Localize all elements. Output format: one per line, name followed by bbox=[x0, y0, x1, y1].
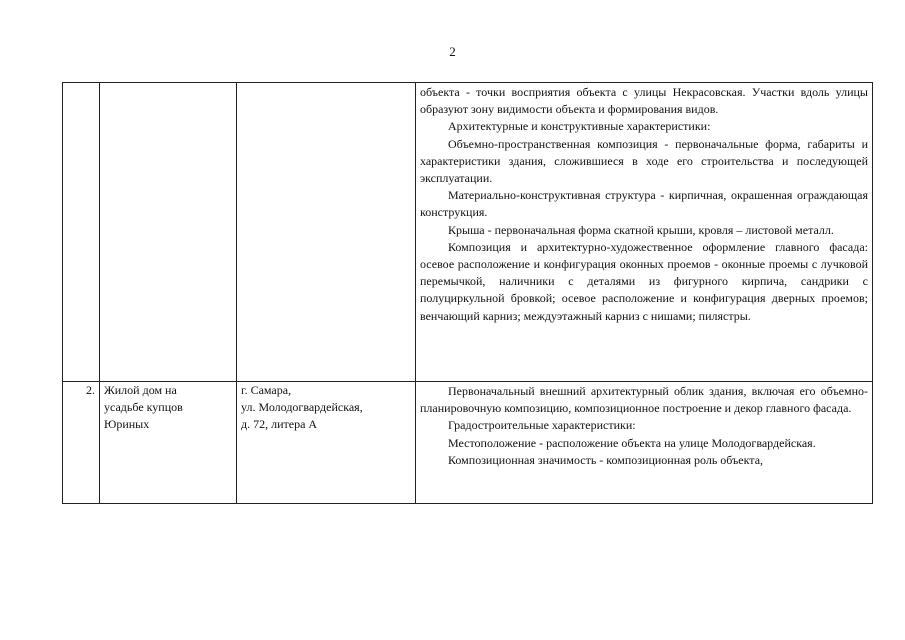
description-paragraph: Градостроительные характеристики: bbox=[448, 418, 636, 433]
table-row bbox=[63, 382, 873, 504]
object-name-line: Жилой дом на bbox=[104, 383, 177, 397]
object-name-line: усадьбе купцов bbox=[104, 400, 183, 415]
address-line: г. Самара, bbox=[241, 383, 292, 397]
row-number-cell bbox=[63, 83, 100, 382]
objects-table bbox=[62, 82, 873, 504]
address-line: д. 72, литера А bbox=[241, 417, 318, 432]
description-paragraph: Материально-конструктивная структура - кирпичная, окрашенная ограждающая конструкция. bbox=[420, 188, 868, 220]
description-paragraph: объекта - точки восприятия объекта с улицы Некрасовская. Участки вдоль улицы образуют зону видимости объекта и формирования видов. bbox=[420, 85, 868, 117]
object-name-line: Юриных bbox=[104, 417, 150, 432]
description-cell bbox=[416, 382, 873, 504]
description-paragraph: Первоначальный внешний архитектурный облик здания, включая его объемно-планировочную композицию, композиционное построение и декор главного фасада. bbox=[420, 384, 868, 416]
description-paragraph: Архитектурные и конструктивные характеристики: bbox=[448, 119, 711, 134]
address-cell bbox=[237, 83, 416, 382]
address-line: ул. Молодогвардейская, bbox=[241, 400, 363, 415]
description-cell bbox=[416, 83, 873, 382]
description-paragraph: Композиционная значимость - композиционная роль объекта, bbox=[448, 452, 764, 467]
row-number-cell: 2. bbox=[63, 382, 100, 504]
description-paragraph: Композиция и архитектурно-художественное оформление главного фасада: осевое расположение и конфигурация оконных проемов - оконные проемы с лучковой перемычкой, наличники с деталями из фигурного кирпича, сандрики с полуциркульной бровкой; осевое расположение и конфигурация дверных проемов; венчающий карниз; междуэтажный карниз с нишами; пилястры. bbox=[420, 239, 868, 323]
page-number: 2 bbox=[449, 44, 456, 59]
object-name-cell bbox=[100, 382, 237, 504]
table-row bbox=[63, 83, 873, 382]
address-cell bbox=[237, 382, 416, 504]
object-name-cell bbox=[100, 83, 237, 382]
description-paragraph: Крыша - первоначальная форма скатной крыши, кровля – листовой металл. bbox=[448, 222, 834, 237]
description-paragraph: Объемно-пространственная композиция - первоначальные форма, габариты и характеристики здания, сложившиеся в ходе его строительства и последующей эксплуатации. bbox=[420, 136, 868, 186]
description-paragraph: Местоположение - расположение объекта на улице Молодогвардейская. bbox=[448, 435, 816, 450]
